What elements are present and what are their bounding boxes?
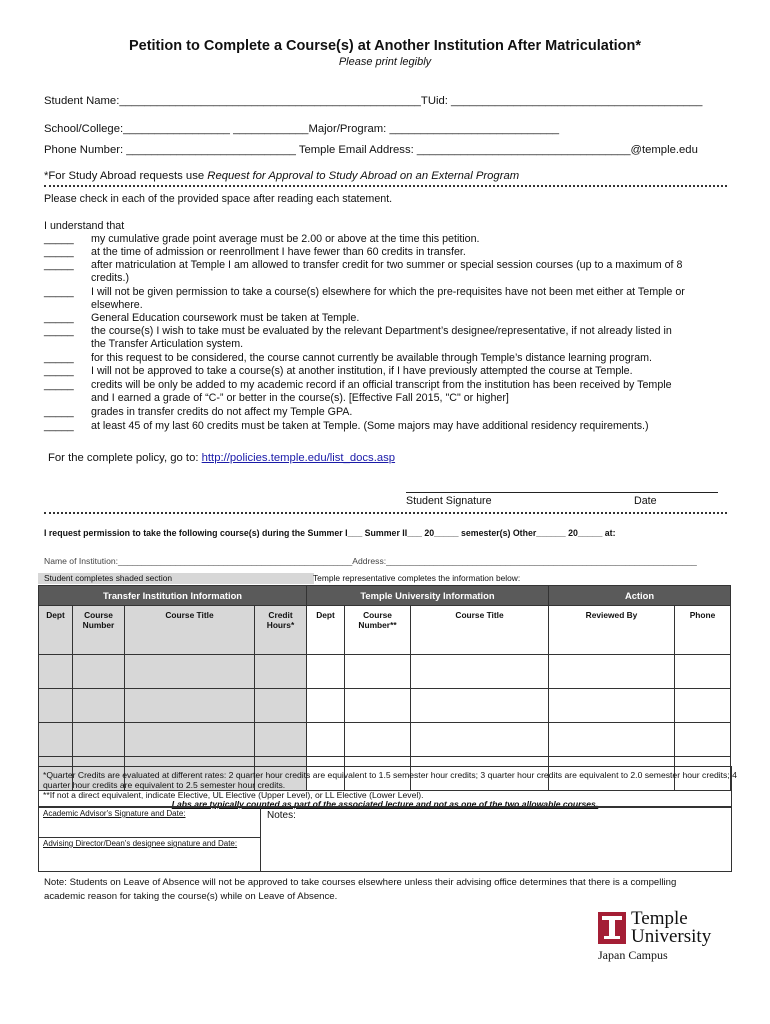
signature-line[interactable] bbox=[406, 492, 718, 493]
course-table bbox=[38, 585, 731, 791]
policy-link[interactable]: http://policies.temple.edu/list_docs.asp bbox=[201, 452, 396, 464]
cell[interactable] bbox=[675, 689, 731, 723]
page-subtitle: Please print legibly bbox=[338, 56, 432, 68]
cell[interactable] bbox=[307, 689, 345, 723]
logo-line-1: Temple bbox=[631, 908, 688, 929]
statement-text: credits will be only be added to my academic record if an official transcript from the institution has been received by Temple bbox=[91, 379, 672, 391]
cell[interactable] bbox=[39, 689, 73, 723]
col-temple-course-title: Course Title bbox=[411, 606, 549, 655]
check-blank[interactable]: _____ bbox=[44, 352, 74, 364]
dotted-divider bbox=[44, 185, 727, 187]
statement-text: I will not be approved to take a course(s) at another institution, if I have previously attempted the course at Temple. bbox=[91, 365, 633, 377]
understand-heading: I understand that bbox=[44, 220, 125, 232]
statement-text: for this request to be considered, the course cannot currently be available through Temple’s distance learning program. bbox=[91, 352, 653, 364]
student-name-field[interactable]: Student Name:________________________________________________TUid: ________________________________________ bbox=[44, 95, 703, 107]
transfer-info-header: Transfer Institution Information bbox=[39, 586, 307, 606]
request-permission-line[interactable]: I request permission to take the following course(s) during the Summer I___ Summer II___ 20_____ semester(s) Other______ 20_____ at: bbox=[44, 528, 616, 538]
cell[interactable] bbox=[307, 655, 345, 689]
cell[interactable] bbox=[675, 723, 731, 757]
table-row bbox=[39, 689, 731, 723]
footnote-line: quarter hour credits are equivalent to 2.5 semester hour credits. bbox=[43, 780, 286, 790]
cell[interactable] bbox=[549, 655, 675, 689]
instructions: Please check in each of the provided space after reading each statement. bbox=[44, 193, 393, 205]
statement-text-cont: the Transfer Articulation system. bbox=[91, 338, 244, 350]
col-temple-course-number: Course Number** bbox=[345, 606, 411, 655]
study-abroad-prefix: *For Study Abroad requests use bbox=[44, 170, 208, 182]
footnotes-box bbox=[38, 766, 737, 809]
statement-text: at the time of admission or reenrollment I have fewer than 60 credits in transfer. bbox=[91, 246, 466, 258]
check-blank[interactable]: _____ bbox=[44, 286, 74, 298]
institution-address-line[interactable]: Name of Institution:_________________________________________________Address:_________________________________________________________________ bbox=[44, 556, 697, 566]
footnote-line: *Quarter Credits are evaluated at different rates: 2 quarter hour credits are equivalent to 1.5 semester hour credits; 3 quarter hour credits are equivalent to 2.0 semester hour credits; 4 bbox=[43, 770, 737, 780]
check-blank[interactable]: _____ bbox=[44, 420, 74, 432]
cell[interactable] bbox=[73, 723, 125, 757]
policy-text: For the complete policy, go to: bbox=[48, 452, 202, 464]
col-phone: Phone bbox=[675, 606, 731, 655]
statement-text: I will not be given permission to take a course(s) elsewhere for which the pre-requisites have not been met either at Temple or bbox=[91, 286, 685, 298]
col-course-number: Course Number bbox=[73, 606, 125, 655]
footnote-line: **If not a direct equivalent, indicate Elective, UL Elective (Upper Level), or LL Elective (Lower Level). bbox=[43, 790, 424, 800]
cell[interactable] bbox=[73, 655, 125, 689]
cell[interactable] bbox=[125, 689, 255, 723]
student-signature-label: Student Signature bbox=[406, 495, 492, 507]
statement-text: at least 45 of my last 60 credits must be taken at Temple. (Some majors may have additional residency requirements.) bbox=[91, 420, 649, 432]
statement-text-cont: credits.) bbox=[91, 272, 130, 284]
statement-text: General Education coursework must be taken at Temple. bbox=[91, 312, 360, 324]
check-blank[interactable]: _____ bbox=[44, 259, 74, 271]
statement-text-cont: elsewhere. bbox=[91, 299, 143, 311]
phone-email-field[interactable]: Phone Number: ___________________________ Temple Email Address: __________________________________@temple.edu bbox=[44, 144, 698, 156]
date-label: Date bbox=[634, 495, 657, 507]
col-credit-hours: Credit Hours* bbox=[255, 606, 307, 655]
labs-note: Labs are typically counted as part of the associated lecture and not as one of the two allowable courses. bbox=[171, 799, 599, 809]
check-blank[interactable]: _____ bbox=[44, 365, 74, 377]
leave-note-line: academic reason for taking the course(s) while on Leave of Absence. bbox=[44, 891, 338, 902]
cell[interactable] bbox=[125, 655, 255, 689]
check-blank[interactable]: _____ bbox=[44, 312, 74, 324]
cell[interactable] bbox=[345, 689, 411, 723]
shaded-caption: Student completes shaded section bbox=[38, 573, 314, 584]
col-reviewed-by: Reviewed By bbox=[549, 606, 675, 655]
statement-text: the course(s) I wish to take must be evaluated by the relevant Department’s designee/representative, if not already listed in bbox=[91, 325, 672, 337]
statement-text: my cumulative grade point average must be 2.00 or above at the time this petition. bbox=[91, 233, 480, 245]
statement-text: grades in transfer credits do not affect my Temple GPA. bbox=[91, 406, 353, 418]
school-major-field[interactable]: School/College:_________________ ____________Major/Program: ___________________________ bbox=[44, 123, 560, 135]
check-blank[interactable]: _____ bbox=[44, 325, 74, 337]
cell[interactable] bbox=[549, 723, 675, 757]
cell[interactable] bbox=[411, 655, 549, 689]
check-blank[interactable]: _____ bbox=[44, 233, 74, 245]
statement-text-cont: and I earned a grade of “C-” or better in the course(s). [Effective Fall 2015, "C" or higher] bbox=[91, 392, 509, 404]
cell[interactable] bbox=[255, 655, 307, 689]
col-temple-dept: Dept bbox=[307, 606, 345, 655]
cell[interactable] bbox=[39, 655, 73, 689]
check-blank[interactable]: _____ bbox=[44, 379, 74, 391]
study-abroad-form-name: Request for Approval to Study Abroad on an External Program bbox=[207, 170, 520, 182]
cell[interactable] bbox=[39, 723, 73, 757]
representative-caption: Temple representative completes the information below: bbox=[313, 573, 521, 583]
cell[interactable] bbox=[73, 689, 125, 723]
cell[interactable] bbox=[549, 689, 675, 723]
check-blank[interactable]: _____ bbox=[44, 406, 74, 418]
director-signature-field[interactable]: Advising Director/Dean's designee signature and Date: bbox=[43, 839, 238, 848]
cell[interactable] bbox=[675, 655, 731, 689]
logo-line-2: University bbox=[631, 926, 712, 947]
leave-note-line: Note: Students on Leave of Absence will not be approved to take courses elsewhere unless their advising office determines that there is a compelling bbox=[44, 877, 677, 888]
action-header: Action bbox=[549, 586, 731, 606]
table-row bbox=[39, 655, 731, 689]
dotted-divider bbox=[44, 512, 727, 514]
policy-line bbox=[48, 452, 395, 464]
cell[interactable] bbox=[255, 723, 307, 757]
signoff-divider bbox=[39, 837, 260, 838]
logo-line-3: Japan Campus bbox=[598, 948, 668, 962]
cell[interactable] bbox=[125, 723, 255, 757]
signoff-box bbox=[38, 806, 732, 872]
cell[interactable] bbox=[345, 655, 411, 689]
col-dept: Dept bbox=[39, 606, 73, 655]
cell[interactable] bbox=[345, 723, 411, 757]
table-row bbox=[39, 723, 731, 757]
temple-info-header: Temple University Information bbox=[307, 586, 549, 606]
check-blank[interactable]: _____ bbox=[44, 246, 74, 258]
statement-text: after matriculation at Temple I am allowed to transfer credit for two summer or special session courses (up to a maximum of 8 bbox=[91, 259, 683, 271]
temple-t-mark-icon bbox=[598, 912, 626, 944]
study-abroad-note bbox=[44, 170, 519, 182]
page-title: Petition to Complete a Course(s) at Another Institution After Matriculation* bbox=[128, 38, 642, 54]
col-course-title: Course Title bbox=[125, 606, 255, 655]
cell[interactable] bbox=[411, 723, 549, 757]
cell[interactable] bbox=[255, 689, 307, 723]
advisor-signature-field[interactable]: Academic Advisor's Signature and Date: bbox=[43, 809, 186, 818]
cell[interactable] bbox=[411, 689, 549, 723]
signoff-divider bbox=[260, 807, 261, 871]
notes-label[interactable]: Notes: bbox=[267, 810, 296, 821]
cell[interactable] bbox=[307, 723, 345, 757]
